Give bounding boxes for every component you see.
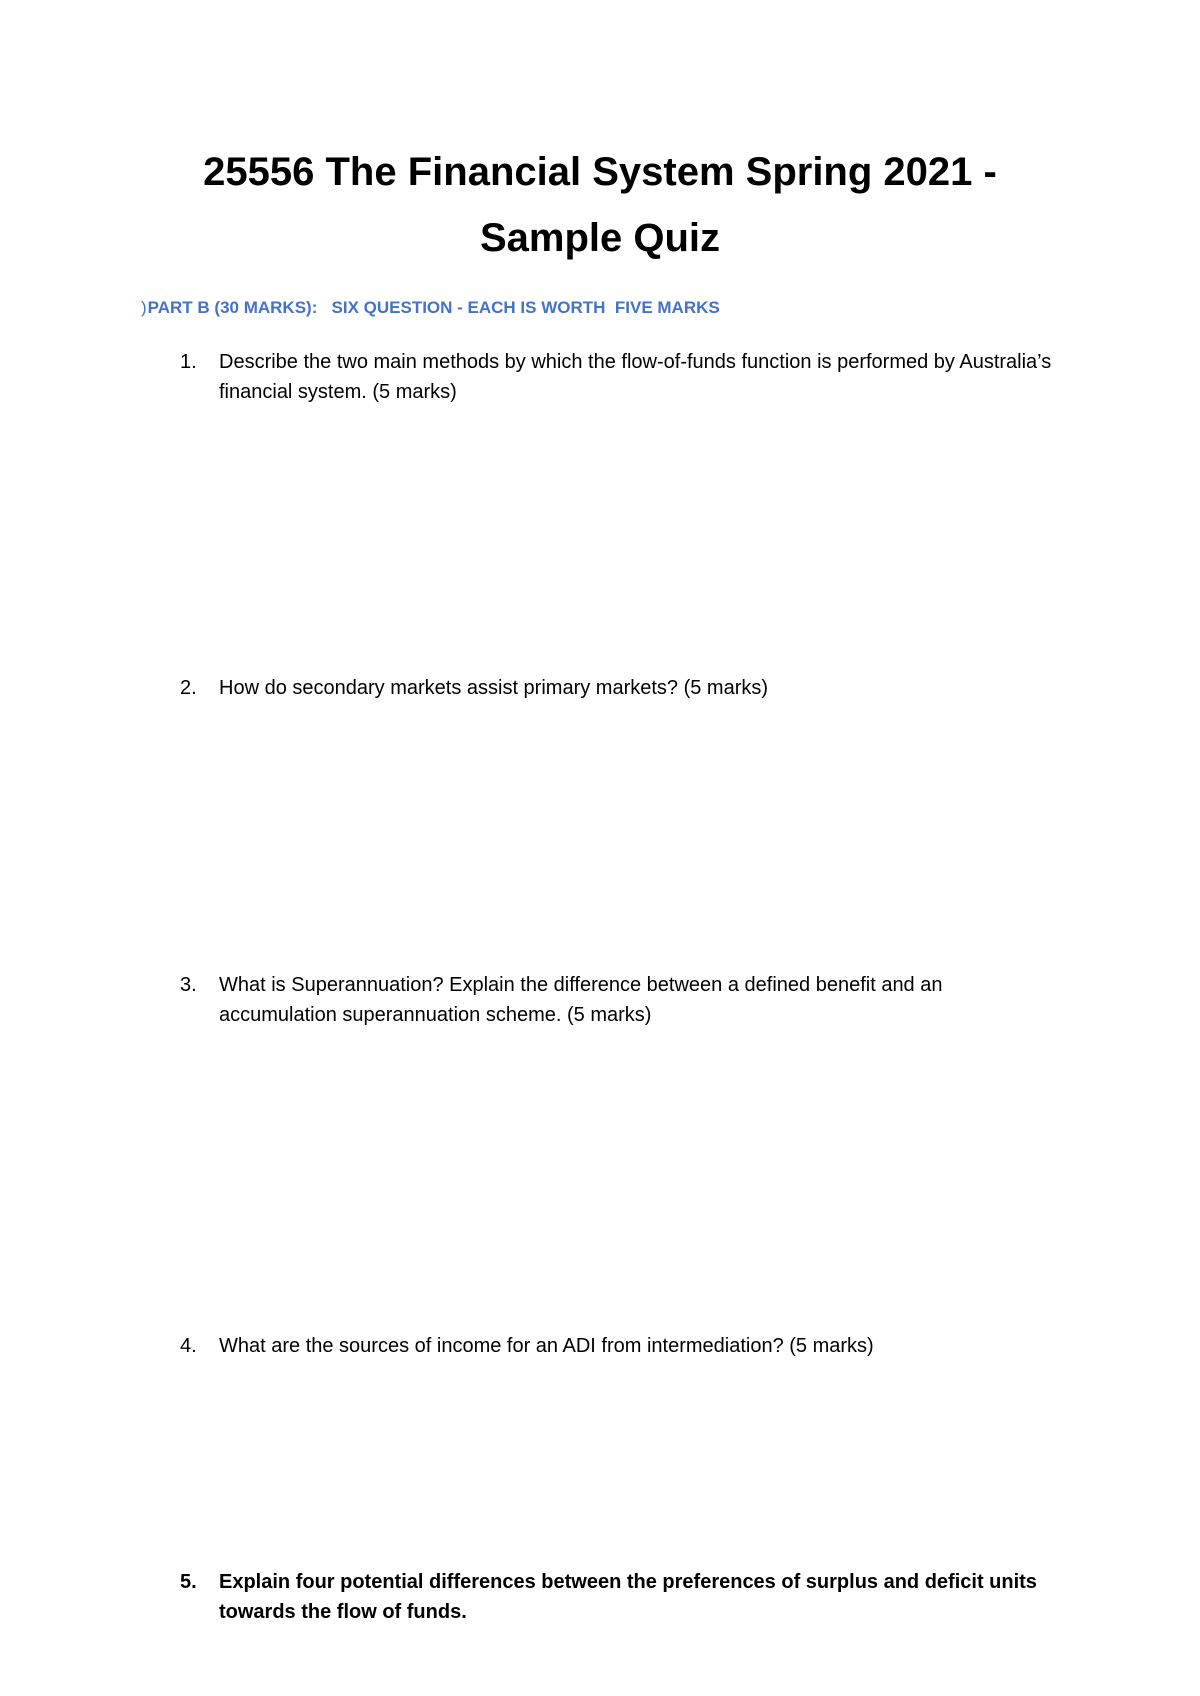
part-heading: [141, 296, 720, 320]
question-text: What is Superannuation? Explain the difference between a defined benefit and an accumulation superannuation scheme. (5 marks): [219, 974, 943, 1026]
question-number: 4.: [180, 1335, 197, 1357]
part-heading-bracket: ): [141, 298, 147, 317]
question-text: Explain four potential differences between the preferences of surplus and deficit units towards the flow of funds.: [219, 1571, 1037, 1623]
question-number: 3.: [180, 974, 197, 996]
document-title-line-2: Sample Quiz: [479, 216, 721, 260]
question-4: [180, 1331, 1060, 1361]
question-number: 1.: [180, 351, 197, 373]
question-2: [180, 673, 1060, 703]
question-number: 5.: [180, 1571, 197, 1593]
question-text: Describe the two main methods by which the flow-of-funds function is performed by Australia’s financial system. (5 marks): [219, 351, 1052, 403]
question-5: [180, 1567, 1060, 1627]
question-number: 2.: [180, 677, 197, 699]
question-text: How do secondary markets assist primary markets? (5 marks): [219, 677, 769, 699]
question-1: [180, 347, 1060, 407]
question-3: [180, 970, 1060, 1030]
question-text: What are the sources of income for an ADI from intermediation? (5 marks): [219, 1335, 874, 1357]
document-title-line-1: 25556 The Financial System Spring 2021 -: [203, 150, 997, 194]
part-heading-text: PART B (30 MARKS): SIX QUESTION - EACH IS WORTH FIVE MARKS: [147, 298, 720, 317]
